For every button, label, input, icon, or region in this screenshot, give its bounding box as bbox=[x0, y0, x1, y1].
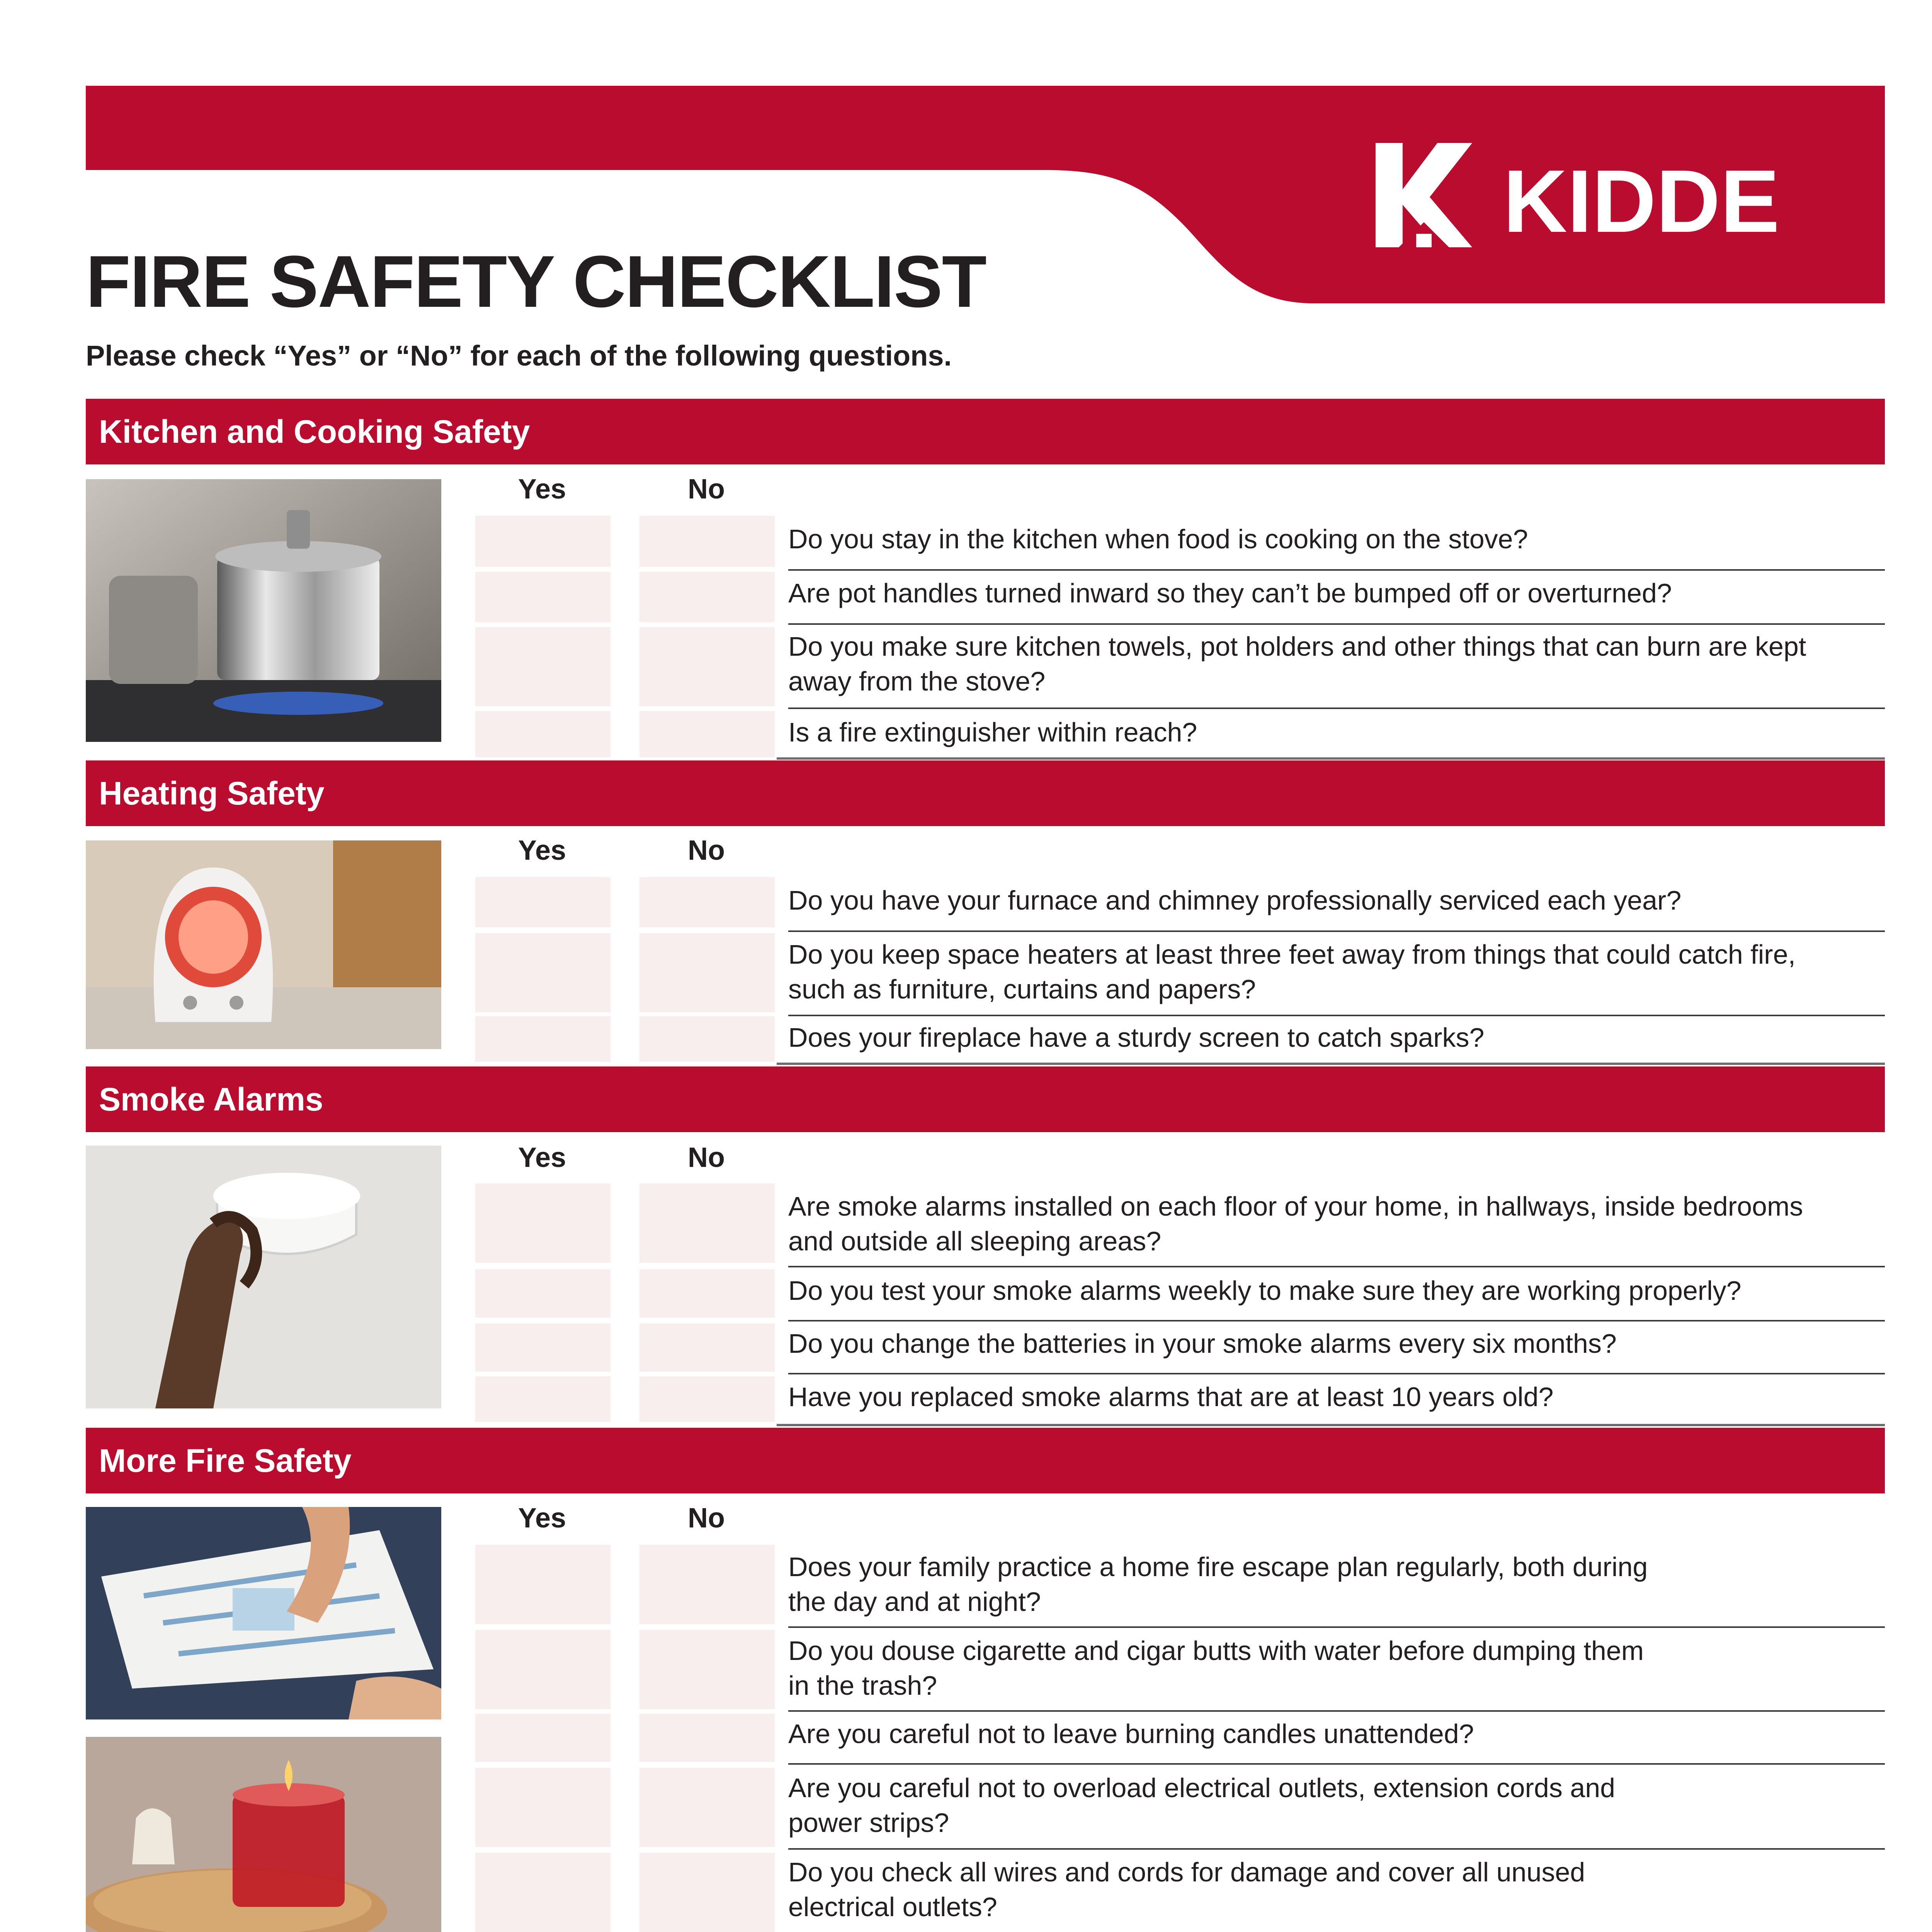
section-divider bbox=[777, 1424, 1885, 1426]
yes-checkbox[interactable] bbox=[475, 1630, 611, 1709]
no-checkbox[interactable] bbox=[639, 1323, 775, 1372]
kidde-logo bbox=[1376, 143, 1793, 247]
question-row: Do you douse cigarette and cigar butts with water before dumping them in the trash? bbox=[788, 1633, 1885, 1712]
candle-image bbox=[86, 1737, 441, 1932]
question-row: Are pot handles turned inward so they can’t be bumped off or overturned? bbox=[788, 576, 1885, 625]
yes-checkbox[interactable] bbox=[475, 1269, 611, 1318]
question-row: Have you replaced smoke alarms that are at least 10 years old? bbox=[788, 1382, 1554, 1412]
yes-checkbox[interactable] bbox=[475, 516, 611, 567]
no-checkbox[interactable] bbox=[639, 1269, 775, 1318]
yes-checkbox[interactable] bbox=[475, 627, 611, 706]
no-checkbox[interactable] bbox=[639, 627, 775, 706]
question-row: Are you careful not to overload electrical outlets, extension cords and power strips? bbox=[788, 1770, 1885, 1850]
yes-header: Yes bbox=[518, 835, 566, 866]
question-row: Do you stay in the kitchen when food is cooking on the stove? bbox=[788, 522, 1885, 571]
question-row: Are you careful not to leave burning candles unattended? bbox=[788, 1716, 1885, 1765]
no-checkbox[interactable] bbox=[639, 877, 775, 927]
question-row: Do you keep space heaters at least three feet away from things that could catch fire, such as furniture, curtains and papers? bbox=[788, 937, 1885, 1016]
yes-checkbox[interactable] bbox=[475, 933, 611, 1012]
section-divider bbox=[777, 757, 1885, 760]
no-checkbox[interactable] bbox=[639, 1016, 775, 1062]
photo-smoke-alarm bbox=[86, 1146, 441, 1408]
question-row: Does your family practice a home fire escape plan regularly, both during the day and at night? bbox=[788, 1549, 1885, 1628]
question-row: Do you make sure kitchen towels, pot holders and other things that can burn are kept away from the stove? bbox=[788, 629, 1885, 709]
yes-checkbox[interactable] bbox=[475, 877, 611, 927]
no-checkbox[interactable] bbox=[639, 1376, 775, 1422]
question-row: Do you have your furnace and chimney professionally serviced each year? bbox=[788, 883, 1885, 932]
smoke-alarm-image bbox=[86, 1146, 441, 1408]
yes-checkbox[interactable] bbox=[475, 1184, 611, 1263]
yes-checkbox[interactable] bbox=[475, 572, 611, 622]
yes-checkbox[interactable] bbox=[475, 1853, 611, 1932]
no-checkbox[interactable] bbox=[639, 572, 775, 622]
space-heater-image bbox=[86, 840, 441, 1049]
yes-checkbox[interactable] bbox=[475, 1768, 611, 1847]
no-checkbox[interactable] bbox=[639, 1545, 775, 1624]
question-row: Are smoke alarms installed on each floor of your home, in hallways, inside bedrooms and outside all sleeping areas? bbox=[788, 1189, 1885, 1267]
photo-escape-plan bbox=[86, 1507, 441, 1719]
section-header-smoke-alarms: Smoke Alarms bbox=[86, 1066, 1885, 1132]
question-row: Is a fire extinguisher within reach? bbox=[788, 717, 1197, 747]
no-header: No bbox=[688, 474, 725, 505]
page-subtitle: Please check “Yes” or “No” for each of the following questions. bbox=[86, 340, 952, 372]
yes-checkbox[interactable] bbox=[475, 1545, 611, 1624]
kidde-wordmark: KIDDE bbox=[1503, 151, 1780, 247]
page-title: FIRE SAFETY CHECKLIST bbox=[86, 241, 986, 323]
no-header: No bbox=[688, 1142, 725, 1173]
section-divider bbox=[777, 1063, 1885, 1065]
escape-plan-image bbox=[86, 1507, 441, 1719]
kidde-logo-icon bbox=[1376, 143, 1793, 247]
no-checkbox[interactable] bbox=[639, 1184, 775, 1263]
yes-checkbox[interactable] bbox=[475, 1323, 611, 1372]
yes-checkbox[interactable] bbox=[475, 1376, 611, 1422]
section-header-heating: Heating Safety bbox=[86, 760, 1885, 826]
yes-checkbox[interactable] bbox=[475, 1016, 611, 1062]
no-checkbox[interactable] bbox=[639, 1768, 775, 1847]
section-header-more-fire-safety: More Fire Safety bbox=[86, 1428, 1885, 1493]
no-checkbox[interactable] bbox=[639, 1853, 775, 1932]
yes-header: Yes bbox=[518, 1503, 566, 1534]
photo-candle bbox=[86, 1737, 441, 1932]
no-checkbox[interactable] bbox=[639, 516, 775, 567]
yes-header: Yes bbox=[518, 474, 566, 505]
no-checkbox[interactable] bbox=[639, 1714, 775, 1762]
question-row: Do you change the batteries in your smoke alarms every six months? bbox=[788, 1326, 1885, 1374]
question-row: Do you test your smoke alarms weekly to make sure they are working properly? bbox=[788, 1273, 1885, 1321]
cooking-pot-image bbox=[86, 479, 441, 742]
photo-cooking-pot bbox=[86, 479, 441, 742]
yes-checkbox[interactable] bbox=[475, 1714, 611, 1762]
no-checkbox[interactable] bbox=[639, 1630, 775, 1709]
photo-space-heater bbox=[86, 840, 441, 1049]
no-checkbox[interactable] bbox=[639, 711, 775, 757]
no-header: No bbox=[688, 835, 725, 866]
no-header: No bbox=[688, 1503, 725, 1534]
section-header-kitchen: Kitchen and Cooking Safety bbox=[86, 399, 1885, 464]
question-row: Does your fireplace have a sturdy screen to catch sparks? bbox=[788, 1022, 1485, 1053]
question-row: Do you check all wires and cords for damage and cover all unused electrical outlets? bbox=[788, 1855, 1885, 1932]
yes-checkbox[interactable] bbox=[475, 711, 611, 757]
no-checkbox[interactable] bbox=[639, 933, 775, 1012]
yes-header: Yes bbox=[518, 1142, 566, 1173]
